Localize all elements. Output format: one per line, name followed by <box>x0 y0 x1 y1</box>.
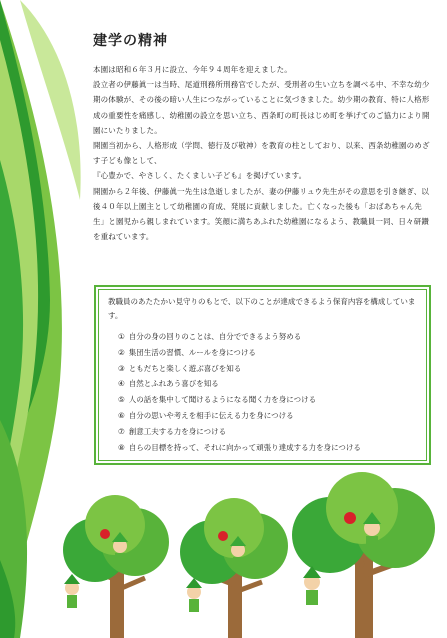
goal-item <box>118 408 419 424</box>
goal-number: ② <box>118 347 125 357</box>
goal-item <box>118 329 419 345</box>
goal-item <box>118 345 419 361</box>
paragraph-philosophy: 開園当初から、人格形成（学問、徳行及び敬神）を教育の柱としており、以来、西条幼稚園のめざす子ども像として、 <box>93 141 430 166</box>
apple-icon <box>218 531 228 541</box>
goal-number: ⑤ <box>118 395 125 405</box>
goal-text: 創意工夫する力を身につける <box>128 426 227 436</box>
goal-text: 集団生活の習慣、ルールを身につける <box>128 347 256 357</box>
goals-intro: 教職員のあたたかい見守りのもとで、以下のことが達成できるよう保育内容を構成しています。 <box>108 297 416 320</box>
apple-icon <box>344 512 356 524</box>
goal-item <box>118 440 419 456</box>
goal-item <box>118 424 419 440</box>
goal-item <box>118 392 419 408</box>
goal-number: ⑧ <box>118 442 125 452</box>
goal-number: ① <box>118 332 125 341</box>
goals-box <box>94 285 431 465</box>
trees-illustration <box>50 470 447 638</box>
goal-number: ③ <box>118 363 125 373</box>
page-title: 建学の精神 <box>93 33 168 49</box>
tree-right <box>292 472 435 638</box>
goal-text: 自分の思いや考えを相手に伝える力を身につける <box>128 410 294 420</box>
tree-left <box>63 495 169 638</box>
goal-number: ④ <box>118 379 125 389</box>
goal-item <box>118 361 419 377</box>
goal-text: 自らの目標を持って、それに向かって頑張り達成する力を身につける <box>128 442 361 452</box>
paragraph-founding: 本園は昭和６年３月に設立、今年９４周年を迎えました。 <box>93 65 292 74</box>
goal-text: 自然とふれあう喜びを知る <box>128 379 219 389</box>
goals-list <box>106 329 419 455</box>
goal-item <box>118 376 419 392</box>
child-figure <box>186 578 202 612</box>
goal-number: ⑥ <box>118 410 125 420</box>
main-content <box>93 30 433 244</box>
paragraph-founder: 設立者の伊藤眞一は当時、尾道刑務所刑務官でしたが、受刑者の生い立ちを調べる中、不幸な幼少期の体験が、その後の暗い人生につながっていることに気づきました。幼少期の教育、特に人格形成の重要性を痛感し、幼稚園の設立を思い立ち、西条町の町長はじめ町を挙げてのご協力により開園にいたりました。 <box>93 80 430 135</box>
goal-text: ともだちと楽しく遊ぶ喜びを知る <box>128 363 242 373</box>
goal-number: ⑦ <box>118 426 125 436</box>
paragraph-history: 開園から２年後、伊藤眞一先生は急逝しましたが、妻の伊藤リュウ先生がその意思を引き継ぎ、以後４０年以上園主として幼稚園の育成、発展に貢献しました。亡くなった後も「おばあちゃん先生」と園児から親しまれています。笑顔に満ちあふれた幼稚園になるよう、教職員一同、日々研鑽を重ねています。 <box>93 186 430 242</box>
child-figure <box>64 574 80 608</box>
apple-icon <box>100 529 110 539</box>
goal-text: 人の話を集中して聞けるようになる聞く力を身につける <box>128 395 317 405</box>
child-figure <box>303 566 321 605</box>
paragraph-motto: 『心豊かで、やさしく、たくましい子ども』を掲げています。 <box>93 171 307 181</box>
goal-text: 自分の身の回りのことは、自分でできるよう努める <box>128 332 302 341</box>
